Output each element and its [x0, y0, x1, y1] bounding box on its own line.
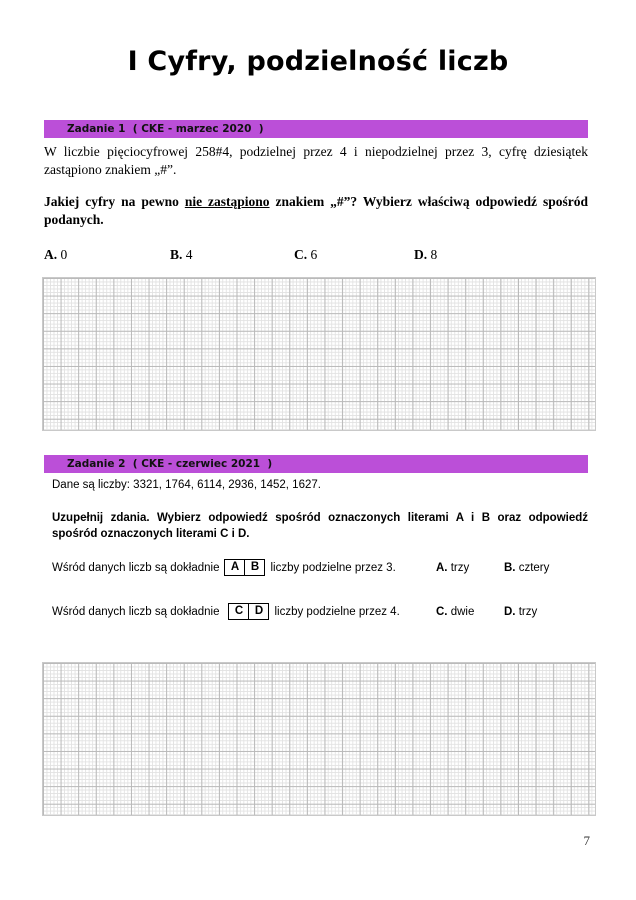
- task-2-row-1-option-a[interactable]: [436, 562, 469, 574]
- grid-task-1[interactable]: [42, 277, 596, 431]
- task-2-row-1-option-b-letter: B.: [504, 561, 516, 574]
- task-1-question-text: [44, 193, 588, 229]
- task-2-row-2-option-d-value: trzy: [518, 605, 538, 618]
- task-1-header-label: Zadanie 1 ( CKE - marzec 2020 ): [67, 122, 264, 135]
- task-1-header: [44, 120, 588, 138]
- page-number: 7: [583, 833, 590, 848]
- task-2-header: [44, 455, 588, 473]
- task-2-row-1-text-before: Wśród danych liczb są dokładnie: [52, 561, 220, 574]
- task-1-option-b-value: 4: [185, 247, 193, 263]
- task-1-option-d-value: 8: [430, 247, 438, 263]
- task-2-row-1-cell-a[interactable]: A: [230, 561, 240, 574]
- grid-task-2[interactable]: [42, 662, 596, 816]
- task-1-option-b-letter: B.: [170, 247, 183, 263]
- task-2-row-2-option-c-letter: C.: [436, 605, 448, 618]
- task-1-option-c-value: 6: [310, 247, 318, 263]
- task-2-row-2-option-c[interactable]: [436, 606, 474, 618]
- page-title: I Cyfry, podzielność liczb: [127, 46, 509, 77]
- task-1-question-part-1: Jakiej cyfry na pewno: [44, 193, 185, 209]
- task-2-row-2-option-c-value: dwie: [450, 605, 475, 618]
- task-2-row-2-choice-box[interactable]: [228, 603, 269, 620]
- task-2-row-2-cell-c[interactable]: C: [234, 605, 244, 618]
- task-1-answer-options: [44, 247, 588, 265]
- task-1-intro-text: W liczbie pięciocyfrowej 258#4, podzielnej przez 4 i niepodzielnej przez 3, cyfrę dziesiątek zastąpiono znakiem „#”.: [44, 144, 588, 177]
- task-2-row-1-text-after: liczby podzielne przez 3.: [270, 561, 396, 574]
- task-2-row-2-text-after: liczby podzielne przez 4.: [274, 605, 400, 618]
- task-1-option-a[interactable]: [44, 247, 67, 263]
- task-2-row-2: [44, 601, 588, 623]
- task-1-block: [44, 120, 588, 265]
- task-2-instruction-text: Uzupełnij zdania. Wybierz odpowiedź spośród oznaczonych literami A i B oraz odpowiedź spośród oznaczonych literami C i D.: [52, 511, 588, 541]
- task-2-row-1-option-a-value: trzy: [450, 561, 470, 574]
- task-2-row-2-option-d-letter: D.: [504, 605, 516, 618]
- task-2-row-1-option-b[interactable]: [504, 562, 549, 574]
- task-2-header-label: Zadanie 2 ( CKE - czerwiec 2021 ): [67, 457, 273, 470]
- task-2-row-1-choice-box[interactable]: [224, 559, 265, 576]
- task-1-option-b[interactable]: [170, 247, 193, 263]
- task-2-intro-text: Dane są liczby: 3321, 1764, 6114, 2936, 1452, 1627.: [52, 479, 321, 491]
- task-1-question-emphasis: nie zastąpiono: [184, 193, 270, 209]
- task-1-option-a-value: 0: [60, 247, 68, 263]
- task-2-row-2-option-d[interactable]: [504, 606, 537, 618]
- task-1-question-part-2: znakiem „#”? Wybierz właściwą odpowiedź spośród podanych.: [44, 193, 588, 227]
- task-1-option-d[interactable]: [414, 247, 437, 263]
- task-2-row-1-option-b-value: cztery: [518, 561, 550, 574]
- task-1-option-d-letter: D.: [414, 247, 428, 263]
- task-2-row-1-option-a-letter: A.: [436, 561, 448, 574]
- task-1-option-c-letter: C.: [294, 247, 308, 263]
- task-2-row-1-cell-b[interactable]: B: [244, 560, 264, 575]
- task-2-block: [44, 455, 588, 623]
- task-1-option-a-letter: A.: [44, 247, 58, 263]
- task-2-row-1: [44, 557, 588, 579]
- task-2-row-2-text-before: Wśród danych liczb są dokładnie: [52, 605, 220, 618]
- task-1-option-c[interactable]: [294, 247, 317, 263]
- task-2-row-2-cell-d[interactable]: D: [248, 604, 268, 619]
